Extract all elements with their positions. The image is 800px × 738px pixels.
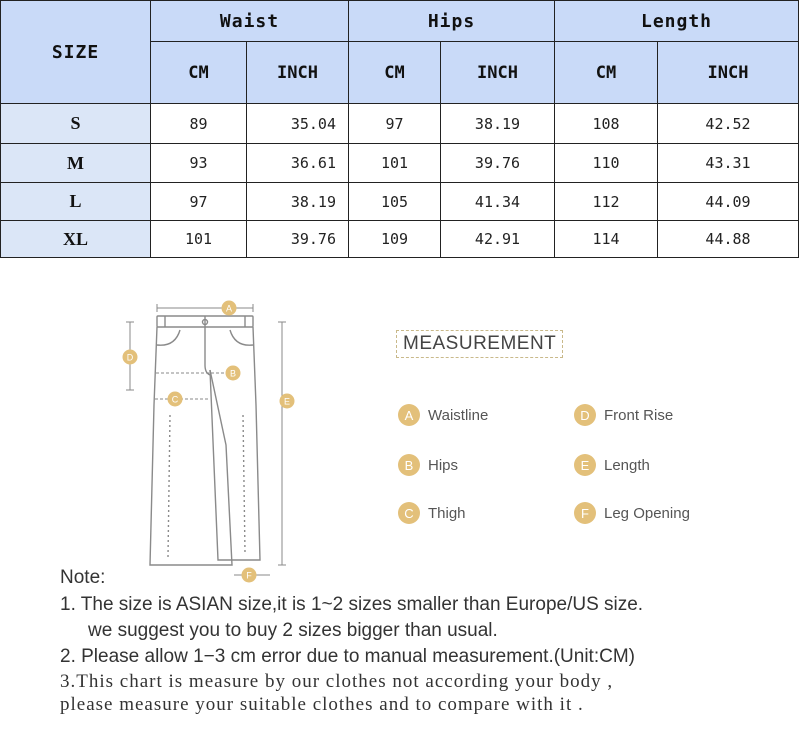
note-line-2: 2. Please allow 1−3 cm error due to manual measurement.(Unit:CM) xyxy=(60,646,635,667)
letter-f-icon: F xyxy=(574,502,596,524)
value-cell: 110 xyxy=(555,144,658,183)
table-row xyxy=(1,221,799,258)
marker-a-icon xyxy=(222,301,237,316)
value-cell: 43.31 xyxy=(658,144,799,183)
legend-label: Waistline xyxy=(428,406,489,424)
size-header: SIZE xyxy=(1,1,151,104)
letter-c-icon: C xyxy=(398,502,420,524)
value-cell: 44.09 xyxy=(658,183,799,221)
unit-header: INCH xyxy=(441,42,555,104)
value-cell: 112 xyxy=(555,183,658,221)
table-row xyxy=(1,104,799,144)
pants-outline xyxy=(150,316,260,565)
letter-a-icon: A xyxy=(398,404,420,426)
length-header: Length xyxy=(555,1,799,42)
legend-item-front-rise xyxy=(574,404,673,426)
marker-b-icon xyxy=(226,366,241,381)
value-cell: 35.04 xyxy=(247,104,349,144)
legend-item-waistline xyxy=(398,404,488,426)
letter-b-icon: B xyxy=(398,454,420,476)
table-row xyxy=(1,183,799,221)
letter-d-icon: D xyxy=(574,404,596,426)
waist-header: Waist xyxy=(151,1,349,42)
value-cell: 105 xyxy=(349,183,441,221)
svg-text:A: A xyxy=(225,303,233,314)
note-line-3-continued: please measure your suitable clothes and to compare with it . xyxy=(60,694,584,715)
note-line-3: 3.This chart is measure by our clothes not according your body , xyxy=(60,671,614,692)
legend-label: Leg Opening xyxy=(604,504,690,522)
marker-d-icon xyxy=(123,350,138,365)
size-cell: M xyxy=(1,144,151,183)
marker-f-icon xyxy=(242,568,257,583)
value-cell: 93 xyxy=(151,144,247,183)
value-cell: 42.91 xyxy=(441,221,555,258)
size-cell: XL xyxy=(1,221,151,258)
letter-e-icon: E xyxy=(574,454,596,476)
pants-measurement-diagram xyxy=(110,295,310,585)
svg-text:B: B xyxy=(229,368,237,379)
size-cell: L xyxy=(1,183,151,221)
unit-header: CM xyxy=(349,42,441,104)
svg-text:D: D xyxy=(126,352,134,363)
size-cell: S xyxy=(1,104,151,144)
legend-item-thigh xyxy=(398,502,466,524)
measurement-title: MEASUREMENT xyxy=(396,330,563,358)
svg-text:E: E xyxy=(283,396,291,407)
size-chart-table xyxy=(0,0,799,258)
value-cell: 101 xyxy=(151,221,247,258)
value-cell: 39.76 xyxy=(441,144,555,183)
value-cell: 89 xyxy=(151,104,247,144)
value-cell: 108 xyxy=(555,104,658,144)
value-cell: 101 xyxy=(349,144,441,183)
unit-header: CM xyxy=(555,42,658,104)
note-line-1: 1. The size is ASIAN size,it is 1~2 sizes smaller than Europe/US size. xyxy=(60,594,644,615)
legend-item-leg-opening xyxy=(574,502,690,524)
value-cell: 39.76 xyxy=(247,221,349,258)
legend-label: Length xyxy=(604,456,650,474)
unit-header: INCH xyxy=(247,42,349,104)
hips-header: Hips xyxy=(349,1,555,42)
legend-item-hips xyxy=(398,454,458,476)
legend-label: Front Rise xyxy=(604,406,674,424)
value-cell: 114 xyxy=(555,221,658,258)
value-cell: 41.34 xyxy=(441,183,555,221)
unit-header: CM xyxy=(151,42,247,104)
value-cell: 109 xyxy=(349,221,441,258)
marker-c-icon xyxy=(168,392,183,407)
legend-label: Hips xyxy=(428,456,459,474)
value-cell: 97 xyxy=(151,183,247,221)
value-cell: 44.88 xyxy=(658,221,799,258)
value-cell: 38.19 xyxy=(441,104,555,144)
measurement-lines xyxy=(126,304,286,575)
note-line-1-continued: we suggest you to buy 2 sizes bigger than usual. xyxy=(88,620,498,641)
note-heading: Note: xyxy=(60,567,106,588)
legend-label: Thigh xyxy=(428,504,466,522)
table-row xyxy=(1,144,799,183)
legend-item-length xyxy=(574,454,650,476)
svg-text:F: F xyxy=(246,570,252,581)
unit-header: INCH xyxy=(658,42,799,104)
value-cell: 36.61 xyxy=(247,144,349,183)
svg-text:C: C xyxy=(171,394,179,405)
value-cell: 97 xyxy=(349,104,441,144)
value-cell: 42.52 xyxy=(658,104,799,144)
value-cell: 38.19 xyxy=(247,183,349,221)
marker-e-icon xyxy=(280,394,295,409)
